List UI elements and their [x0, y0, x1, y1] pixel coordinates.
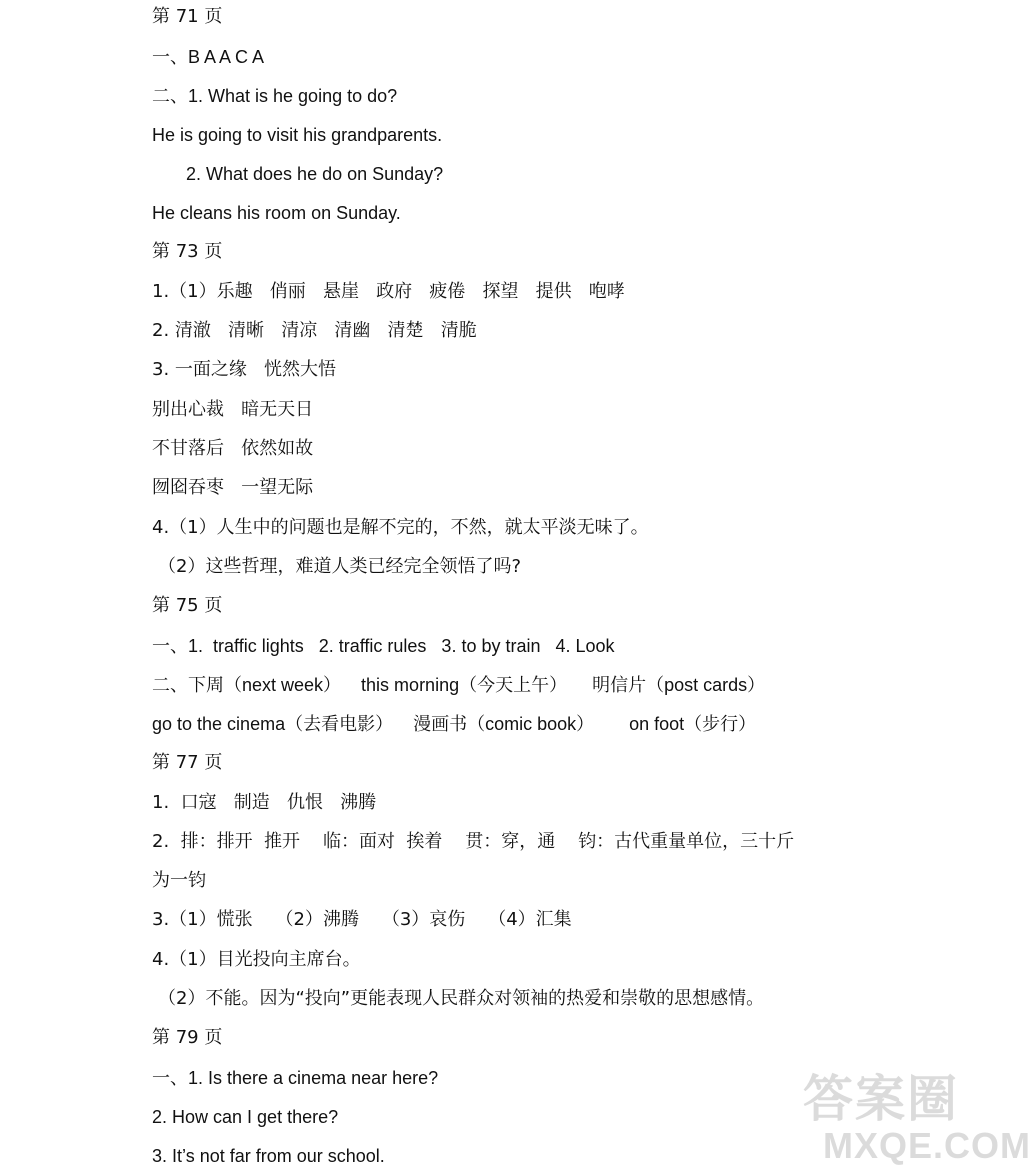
answer-line: 1. 口寇 制造 仇恨 沸腾: [152, 792, 377, 813]
answer-line: 2. 排：排开 推开 临：面对 挨着 贯：穿，通 钧：古代重量单位，三十斤: [152, 831, 795, 852]
answer-line: 4.（1）目光投向主席台。: [152, 949, 361, 970]
answer-line: 不甘落后 依然如故: [152, 438, 314, 459]
answer-line: 一、1. Is there a cinema near here?: [152, 1068, 439, 1088]
answer-line: 2. What does he do on Sunday?: [186, 164, 444, 184]
answer-line: （2）这些哲理，难道人类已经完全领悟了吗?: [158, 556, 522, 577]
answer-line: 1.（1）乐趣 俏丽 悬崖 政府 疲倦 探望 提供 咆哮: [152, 281, 625, 302]
watermark-logo: [795, 1051, 1031, 1171]
watermark-title: 答案圈: [803, 1070, 959, 1128]
page-heading-77: 第 77 页: [152, 752, 223, 773]
page-heading-75: 第 75 页: [152, 595, 223, 616]
answer-line: 3. It’s not far from our school.: [152, 1146, 385, 1166]
answer-line: 2. How can I get there?: [152, 1107, 339, 1127]
page-heading-79: 第 79 页: [152, 1027, 223, 1048]
answer-line: 别出心裁 暗无天日: [152, 399, 314, 420]
answer-line: 一、B A A C A: [152, 47, 265, 67]
answer-line: 囫囵吞枣 一望无际: [152, 477, 314, 498]
answer-line: 3.（1）慌张 （2）沸腾 （3）哀伤 （4）汇集: [152, 909, 572, 930]
answer-line: 为一钧: [152, 870, 206, 891]
answer-line: 二、下周（next week） this morning（今天上午） 明信片（post cards）: [152, 675, 766, 695]
answer-line: go to the cinema（去看电影） 漫画书（comic book） on foot（步行）: [152, 714, 757, 734]
answer-line: 二、1. What is he going to do?: [152, 86, 398, 106]
answer-line: He cleans his room on Sunday.: [152, 203, 401, 223]
answer-line: He is going to visit his grandparents.: [152, 125, 443, 145]
page-heading-71: 第 71 页: [152, 6, 223, 27]
answer-line: 3. 一面之缘 恍然大悟: [152, 359, 337, 380]
page-heading-73: 第 73 页: [152, 241, 223, 262]
answer-line: 4.（1）人生中的问题也是解不完的，不然，就太平淡无味了。: [152, 517, 649, 538]
answer-line: （2）不能。因为“投向”更能表现人民群众对领袖的热爱和崇敬的思想感情。: [158, 988, 765, 1009]
answer-line: 一、1. traffic lights 2. traffic rules 3. to by train 4. Look: [152, 636, 615, 656]
answer-line: 2. 清澈 清晰 清凉 清幽 清楚 清脆: [152, 320, 477, 341]
watermark-domain: MXQE.COM: [823, 1125, 1031, 1166]
